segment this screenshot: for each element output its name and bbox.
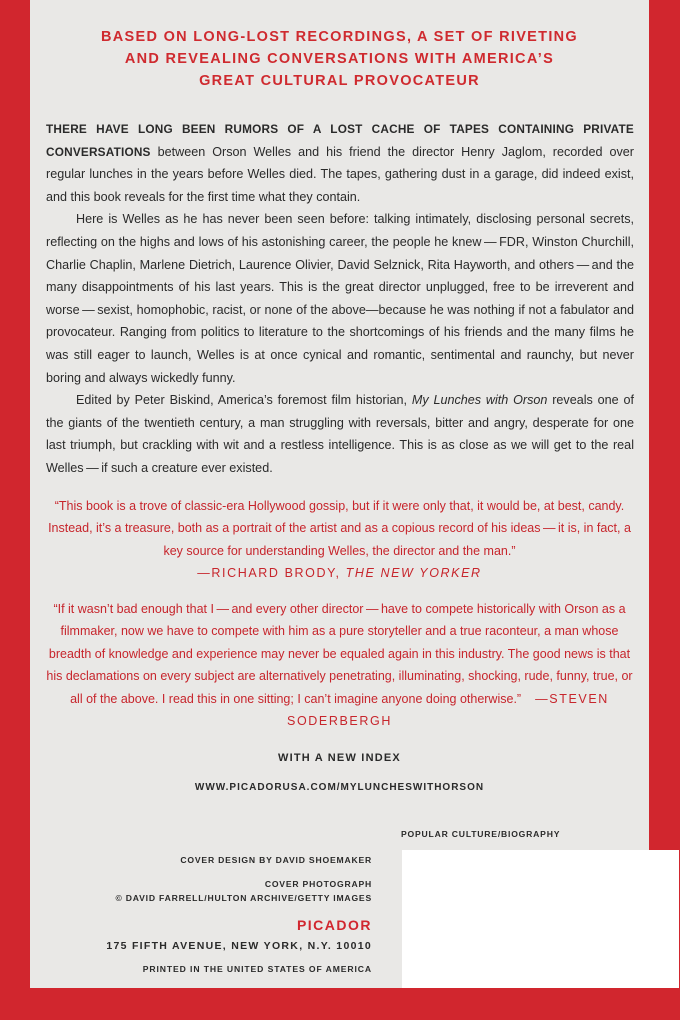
headline-line-1: BASED ON LONG-LOST RECORDINGS, A SET OF RIVETING bbox=[100, 29, 578, 45]
blurb-soderbergh bbox=[44, 598, 635, 732]
description-paragraph-3 bbox=[46, 389, 634, 479]
blurb-soderbergh-text: “If it wasn’t bad enough that I — and every other director — have to compete historically with Orson as a filmmaker, now we have to compete with him as a pure storyteller and a true raconteur, a man whose breadth of knowledge and experience may never be equaled again in this industry. The good news is that his declamations on every subject are alternatively penetrating, illuminating, shocking, rude, funny, true, or all of the above. I read this in one sitting; I can’t imagine anyone doing otherwise.” bbox=[46, 602, 633, 706]
description-paragraph-1 bbox=[46, 118, 634, 208]
cover-photo-credit-line-2: © DAVID FARRELL/HULTON ARCHIVE/GETTY IMAGES bbox=[115, 893, 372, 903]
publisher-name: PICADOR bbox=[296, 917, 372, 933]
blurb-new-yorker-attribution bbox=[44, 562, 635, 584]
cover-photo-credit bbox=[90, 877, 372, 905]
publisher-address: 175 FIFTH AVENUE, NEW YORK, N.Y. 10010 bbox=[106, 940, 372, 952]
blurb-new-yorker-text: “This book is a trove of classic-era Hollywood gossip, but if it were only that, it would be, at best, candy. Instead, it’s a treasure, both as a portrait of the artist and as a copious record of his ideas — it is, in fact, a key source for understanding Welles, the director and the man.” bbox=[48, 499, 631, 558]
cover-design-credit: COVER DESIGN BY DAVID SHOEMAKER bbox=[180, 855, 372, 865]
barcode-area bbox=[402, 850, 679, 988]
printed-in-usa: PRINTED IN THE UNITED STATES OF AMERICA bbox=[142, 964, 372, 974]
description-paragraph-2: Here is Welles as he has never been seen before: talking intimately, disclosing personal secrets, reflecting on the highs and lows of his astonishing career, the people he knew — FDR, Winston Churchill, Charlie Chaplin, Marlene Dietrich, Laurence Olivier, David Selznick, Rita Hayworth, and others — and the many disappointments of his last years. This is the great director unplugged, free to be irreverent and worse — sexist, homophobic, racist, or none of the above—because he was nothing if not a fabulator and provocateur. Ranging from politics to literature to the shortcomings of his friends and the many films he was still eager to launch, Welles is at once cynical and romantic, sentimental and raunchy, but never boring and always wickedly funny. bbox=[46, 212, 634, 385]
blurb-new-yorker bbox=[44, 495, 635, 585]
description-paragraph-1-text: between Orson Welles and his friend the director Henry Jaglom, recorded over regular lunches in the years before Welles died. The tapes, gathering dust in a garage, did indeed exist, and this book reveals for the first time what they contain. bbox=[46, 144, 634, 204]
cover-photo-credit-line-1: COVER PHOTOGRAPH bbox=[264, 879, 372, 889]
description-paragraph-3-start: Edited by Peter Biskind, America’s foremost film historian, bbox=[76, 393, 412, 408]
website-url[interactable]: WWW.PICADORUSA.COM/MYLUNCHESWITHORSON bbox=[194, 782, 485, 793]
headline-line-2: AND REVEALING CONVERSATIONS WITH AMERICA’S bbox=[124, 51, 555, 67]
headline-line-3: GREAT CULTURAL PROVOCATEUR bbox=[199, 73, 480, 89]
description-paragraph-3-end: reveals one of the giants of the twentieth century, a man struggling with reversals, bitter and angry, desperate for one last triumph, but crackling with wit and a restless intelligence. This is as close as we will get to the real Welles — if such a creature ever existed. bbox=[46, 393, 634, 475]
blurb-soderbergh-attribution: —STEVEN SODERBERGH bbox=[287, 691, 609, 729]
description bbox=[46, 118, 634, 480]
index-note: WITH A NEW INDEX bbox=[278, 752, 401, 764]
category-label: POPULAR CULTURE/BIOGRAPHY bbox=[401, 829, 561, 839]
blurb-new-yorker-publication: THE NEW YORKER bbox=[345, 566, 482, 581]
blurb-new-yorker-author: —RICHARD BRODY, bbox=[197, 566, 346, 581]
book-title: My Lunches with Orson bbox=[411, 393, 548, 408]
headline bbox=[30, 26, 649, 92]
description-lead-in: THERE HAVE LONG BEEN RUMORS OF A LOST CACHE OF TAPES CONTAINING PRIVATE CONVERSATIONS bbox=[46, 122, 634, 159]
cover-panel bbox=[30, 0, 649, 988]
